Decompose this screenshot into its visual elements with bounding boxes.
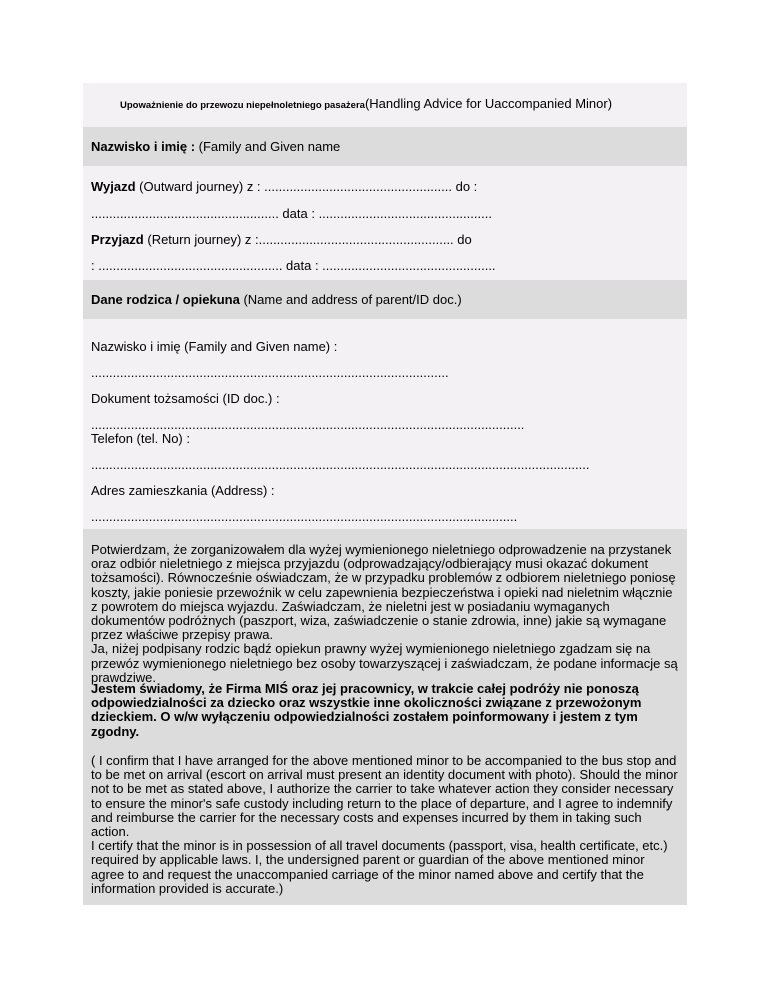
- parent-details-section: [83, 319, 687, 529]
- minor-name-row: [83, 127, 687, 166]
- form-title: [120, 96, 612, 111]
- declaration-english-p1: ( I confirm that I have arranged for the above mentioned minor to be accompanied to the bus stop and to be met on arrival (escort on arrival must present an identity document with photo). Should the minor not to be met as stated above, I authorize the carrier to take whatever action they consider necessary to ensure the minor's safe custody including return to the place of departure, and I agree to indemnify and reimburse the carrier for the necessary costs and expenses incurred by them in taking such action.: [91, 753, 678, 840]
- declaration-polish: [91, 543, 681, 685]
- address-label: Adres zamieszkania (Address) :: [91, 483, 275, 498]
- outward-journey-bold: Wyjazd: [91, 179, 136, 194]
- phone-label: Telefon (tel. No) :: [91, 431, 190, 446]
- id-doc-dots: ........................................................................................................................: [91, 417, 525, 432]
- phone-dots: ..........................................................................................................................................: [91, 457, 590, 472]
- return-journey-rest: (Return journey) z :...................................................... do: [143, 232, 472, 247]
- id-doc-label: Dokument tożsamości (ID doc.) :: [91, 391, 280, 406]
- address-dots: ......................................................................................................................: [91, 509, 518, 524]
- liability-waiver: [91, 682, 681, 739]
- parent-name-dots: ...................................................................................................: [91, 365, 449, 380]
- parent-heading-row: [83, 280, 687, 319]
- form-title-row: [83, 83, 687, 127]
- parent-heading-bold: Dane rodzica / opiekuna: [91, 292, 240, 307]
- minor-name-label-bold: Nazwisko i imię :: [91, 139, 196, 154]
- declarations-section: [83, 529, 687, 905]
- parent-name-label: Nazwisko i imię (Family and Given name) :: [91, 339, 338, 354]
- minor-name-label-rest: (Family and Given name: [195, 139, 341, 154]
- parent-heading-rest: (Name and address of parent/ID doc.): [239, 292, 462, 307]
- outward-journey-line: [91, 179, 477, 195]
- declaration-english-p2: I certify that the minor is in possession of all travel documents (passport, visa, health certificate, etc.) required by applicable laws. I, the undersigned parent or guardian of the above mentioned minor agree to and request the unaccompanied carriage of the minor named above and certify that the information provided is accurate.): [91, 838, 668, 896]
- journey-section: [83, 166, 687, 280]
- minor-authorization-form: [83, 83, 687, 905]
- form-title-english: (Handling Advice for Uaccompanied Minor): [364, 96, 613, 111]
- parent-heading: [91, 292, 462, 308]
- return-journey-bold: Przyjazd: [91, 232, 144, 247]
- return-journey-line: [91, 232, 472, 248]
- form-title-polish: Upoważnienie do przewozu niepełnoletniego pasażera: [120, 100, 365, 111]
- liability-waiver-text: Jestem świadomy, że Firma MIŚ oraz jej pracownicy, w trakcie całej podróży nie ponoszą odpowiedzialności za dziecko oraz wszystkie inne okoliczności związane z przewożonym dzieckiem. O w/w wyłączeniu odpowiedzialności zostałem poinformowany i jestem z tym zgodny.: [91, 681, 642, 739]
- declaration-english: [91, 754, 681, 896]
- outward-journey-date-line: .................................................... data : ................................................: [91, 206, 492, 221]
- declaration-polish-p1: Potwierdzam, że zorganizowałem dla wyżej wymienionego nieletniego odprowadzenie na przystanek oraz odbiór nieletniego z miejsca przyjazdu (odprowadzający/odbierający musi okazać dokument tożsamości). Równocześnie oświadczam, że w przypadku problemów z odbiorem nieletniego poniosę koszty, jakie poniesie przewoźnik w celu zapewnienia bezpieczeństwa i opieki nad nieletnim włącznie z powrotem do miejsca wyjazdu. Zaświadczam, że nieletni jest w posiadaniu wymaganych dokumentów podróżnych (paszport, wiza, zaświadczenie o stanie zdrowia, inne) jakie są wymagane przez właściwe przepisy prawa.: [91, 542, 676, 643]
- declaration-polish-p2: Ja, niżej podpisany rodzic bądź opiekun prawny wyżej wymienionego nieletniego zgadzam się na przewóz wymienionego nieletniego bez osoby towarzyszącej i zaświadczam, że podane informacje są prawdziwe.: [91, 641, 678, 685]
- return-journey-date-line: : ................................................... data : ................................................: [91, 258, 496, 273]
- outward-journey-rest: (Outward journey) z : .................................................... do :: [135, 179, 478, 194]
- minor-name-label: [91, 139, 340, 155]
